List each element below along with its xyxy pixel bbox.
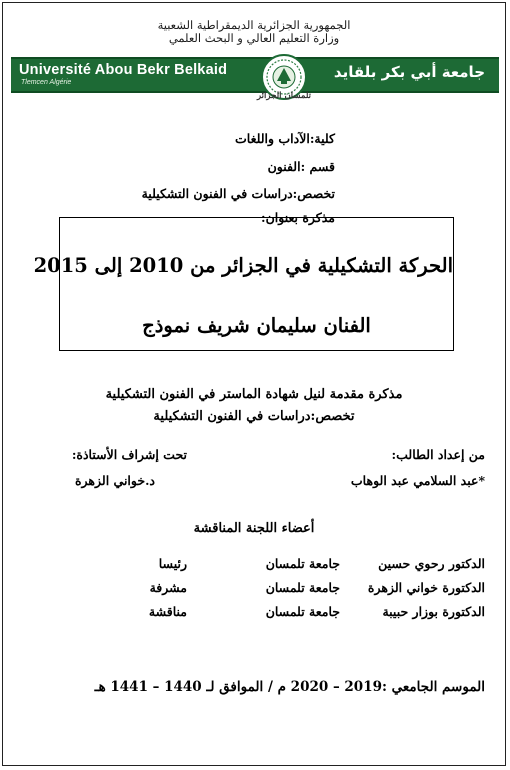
supervisor-label: تحت إشراف الأستاذة: xyxy=(71,447,187,462)
thesis-title-box xyxy=(33,217,454,351)
committee-member-role: مشرفة xyxy=(149,580,187,595)
committee-member-name: الدكتورة خواني الزهرة xyxy=(367,580,485,595)
ministry-line: وزارة التعليم العالي و البحث العلمي xyxy=(168,31,340,45)
committee-member-university: جامعة تلمسان xyxy=(265,556,340,571)
committee-row xyxy=(21,604,485,622)
university-name-fr: Université Abou Bekr Belkaid xyxy=(19,62,228,78)
degree-specialty-line: تخصص:دراسات في الفنون التشكيلية xyxy=(153,409,355,424)
committee-row xyxy=(21,556,485,574)
committee-member-university: جامعة تلمسان xyxy=(265,604,340,619)
university-name-ar: جامعة أبي بكر بلقايد xyxy=(333,63,485,81)
committee-member-university: جامعة تلمسان xyxy=(265,580,340,595)
department-line: قسم :الفنون xyxy=(267,159,335,174)
thesis-subtitle: الفنان سليمان شريف نموذج xyxy=(142,314,371,337)
emblem-caption: تلمسان الجزائر xyxy=(256,91,311,101)
document-page xyxy=(2,2,506,766)
degree-line: مذكرة مقدمة لنيل شهادة الماستر في الفنون التشكيلية xyxy=(105,387,403,402)
committee-title: أعضاء اللجنة المناقشة xyxy=(193,521,315,536)
student-label: من إعداد الطالب: xyxy=(391,447,485,462)
committee-member-name: الدكتور رحوي حسين xyxy=(378,556,485,571)
university-city-fr: Tlemcen Algérie xyxy=(21,79,72,86)
committee-row xyxy=(21,580,485,598)
university-banner xyxy=(11,57,499,93)
faculty-line: كلية:الآداب واللغات xyxy=(235,131,335,146)
committee-member-name: الدكتورة بوزار حبيبة xyxy=(382,604,485,619)
academic-season: الموسم الجامعي :2019 – 2020 م / الموافق لـ 1440 – 1441 هـ xyxy=(94,679,485,695)
student-name: *عبد السلامي عبد الوهاب xyxy=(350,473,485,488)
ministry-header xyxy=(3,19,505,45)
committee-member-role: مناقشة xyxy=(148,604,187,619)
supervisor-name: د.خواني الزهرة xyxy=(74,473,155,488)
committee-member-role: رئيسا xyxy=(158,556,187,571)
republic-line: الجمهورية الجزائرية الديمقراطية الشعبية xyxy=(157,18,351,32)
memo-title-label: مذكرة بعنوان: xyxy=(260,210,335,225)
specialty-line: تخصص:دراسات في الفنون التشكيلية xyxy=(141,186,335,201)
thesis-title: الحركة التشكيلية في الجزائر من 2010 إلى 2015 xyxy=(33,254,453,277)
